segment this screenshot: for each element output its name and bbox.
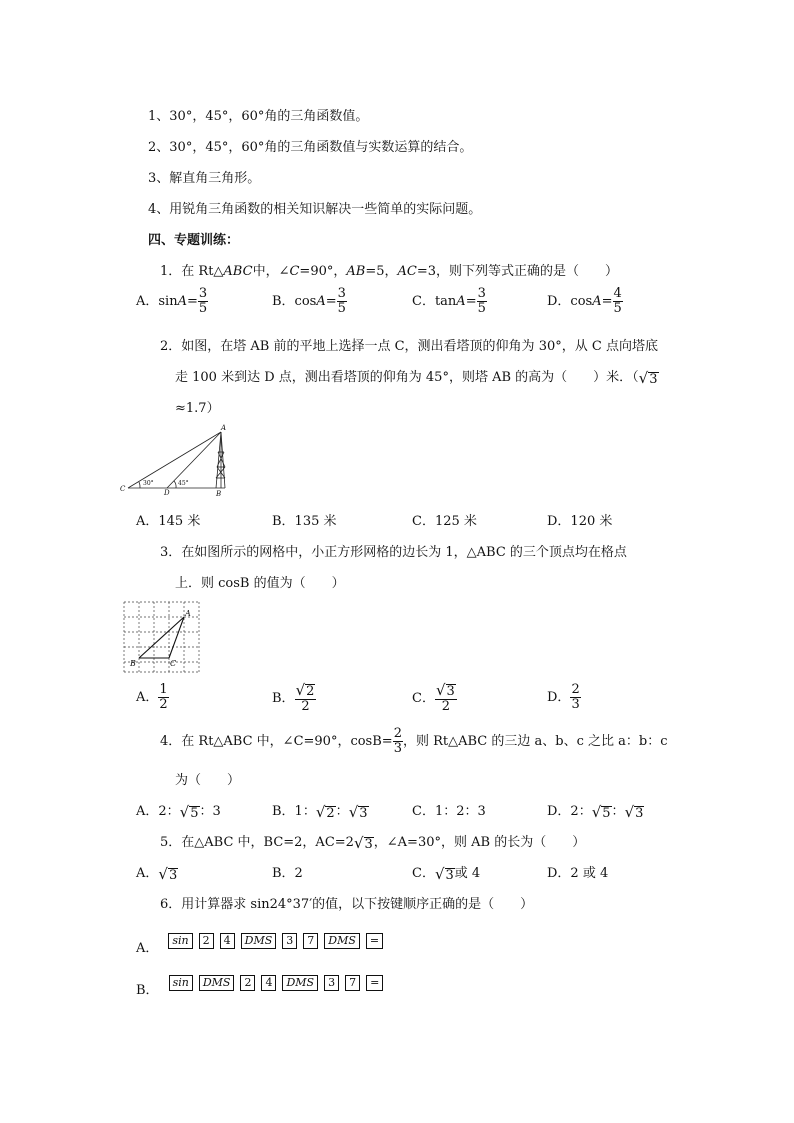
fraction: [477, 287, 487, 316]
point-1: 1、30°，45°，60°角的三角函数值。: [148, 109, 369, 124]
q1-stem-text: =90°，: [299, 264, 347, 279]
opt-label: D．: [547, 690, 571, 705]
q1-var: C: [289, 264, 300, 279]
sqrt: [436, 683, 456, 699]
sqrt: [435, 865, 455, 883]
q4-option-a[interactable]: [136, 800, 221, 821]
q1-var: AC: [397, 264, 417, 279]
q5-option-b[interactable]: B．2: [272, 866, 303, 881]
grid-figure: [122, 600, 202, 674]
sqrt: [296, 683, 316, 699]
q1-var: AB: [346, 264, 366, 279]
key-3: 3: [324, 975, 339, 991]
radicand: 3: [445, 867, 454, 883]
radical-sign: √: [353, 833, 364, 852]
opt-label: B．cos: [272, 294, 317, 309]
label-b: B: [130, 659, 136, 668]
frac-den: 3: [571, 697, 580, 712]
key-equals: =: [366, 975, 383, 991]
frac-num: 3: [477, 286, 486, 301]
opt-var: A: [592, 294, 602, 309]
radical-sign: √: [638, 368, 649, 387]
q1-option-d[interactable]: [547, 287, 623, 316]
q4-text: ，则 Rt△ABC 的三边 a、b、c 之比 a：b：c: [402, 734, 668, 749]
section-title: 四、专题训练：: [148, 233, 240, 248]
label-c: C: [170, 659, 177, 668]
radical-sign: √: [434, 864, 445, 883]
key-7: 7: [345, 975, 360, 991]
radicand: 3: [168, 867, 178, 883]
frac-num: 2: [571, 682, 580, 697]
radical-sign: √: [158, 864, 168, 883]
radicand: 3: [364, 836, 373, 852]
q3-line-1: 3．在如图所示的网格中，小正方形网格的边长为 1，△ABC 的三个顶点均在格点: [160, 545, 627, 560]
q5-text: 5．在△ABC 中，BC=2，AC=2: [160, 835, 354, 850]
sqrt: [180, 803, 200, 821]
opt-var: A: [177, 294, 187, 309]
frac-num: 2: [393, 726, 402, 741]
q5-option-c[interactable]: [412, 862, 480, 883]
q5-option-a[interactable]: [136, 862, 178, 883]
opt-eq: =: [601, 294, 613, 309]
frac-den: 5: [337, 301, 346, 316]
frac-den: 2: [301, 699, 310, 714]
radical-sign: √: [624, 802, 635, 821]
frac-den: 5: [477, 301, 486, 316]
opt-label: A．: [136, 941, 159, 956]
frac-num: 1: [159, 682, 168, 697]
opt-label: B．: [136, 983, 159, 998]
label-c: C: [120, 485, 126, 493]
angle-30-label: 30°: [143, 480, 154, 487]
q1-stem-text: =5，: [365, 264, 398, 279]
key-4: 4: [220, 933, 235, 949]
fraction: [435, 683, 457, 714]
radicand: 3: [359, 805, 368, 821]
opt-label: C．tan: [412, 294, 457, 309]
q2-line-3: ≈1.7）: [175, 401, 220, 416]
q4-line-2: 为（ ）: [175, 773, 241, 788]
q2-line-2: [175, 366, 659, 387]
q2-line-2-text: 走 100 米到达 D 点，测出看塔顶的仰角为 45°，则塔 AB 的高为（ ）米．（: [175, 370, 639, 385]
opt-eq: =: [325, 294, 337, 309]
opt-label: C．: [412, 691, 435, 706]
q4-option-c[interactable]: C．1：2：3: [412, 804, 486, 819]
label-b: B: [216, 490, 222, 498]
q4-option-d[interactable]: [547, 800, 644, 821]
radicand: 5: [190, 805, 199, 821]
frac-num: [435, 683, 457, 700]
opt-label: A．: [136, 690, 159, 705]
opt-eq: =: [186, 294, 198, 309]
opt-text: B．1：: [272, 804, 316, 819]
fraction: [198, 287, 208, 316]
opt-text: A．: [136, 866, 159, 881]
q5-line: [160, 831, 585, 852]
opt-eq: =: [465, 294, 477, 309]
key-dms: DMS: [199, 975, 235, 991]
key-4: 4: [261, 975, 276, 991]
radicand: 3: [649, 371, 658, 387]
q6-option-b[interactable]: [136, 971, 389, 998]
q3-option-c[interactable]: [412, 683, 457, 714]
sqrt: [349, 803, 369, 821]
sqrt: [639, 369, 659, 387]
q3-option-d[interactable]: [547, 683, 581, 712]
fraction: [393, 727, 403, 756]
q1-option-b[interactable]: [272, 287, 347, 316]
tower-brace: [218, 452, 225, 467]
frac-num: 3: [337, 286, 346, 301]
radical-sign: √: [591, 802, 602, 821]
opt-label: A．sin: [136, 294, 178, 309]
q6-option-a[interactable]: [136, 929, 389, 956]
radical-sign: √: [348, 802, 359, 821]
key-dms: DMS: [241, 933, 277, 949]
q5-option-d[interactable]: D．2 或 4: [547, 866, 609, 881]
angle-arc: [139, 482, 140, 488]
radicand: 3: [635, 805, 644, 821]
angle-45-label: 45°: [178, 480, 189, 487]
angle-arc: [174, 481, 176, 488]
opt-text: ：: [335, 804, 349, 819]
opt-text: C．: [412, 866, 435, 881]
sqrt: [592, 803, 612, 821]
q2-option-b[interactable]: B．135 米: [272, 514, 337, 529]
sqrt: [625, 803, 645, 821]
key-dms: DMS: [282, 975, 318, 991]
key-7: 7: [303, 933, 318, 949]
radicand: 3: [446, 684, 455, 699]
key-equals: =: [366, 933, 383, 949]
radical-sign: √: [315, 802, 326, 821]
fraction: [158, 683, 168, 712]
q1-stem-text: 中，∠: [252, 264, 290, 279]
sqrt: [158, 865, 178, 883]
label-d: D: [164, 489, 170, 497]
frac-den: 3: [393, 741, 402, 756]
frac-den: 2: [441, 699, 451, 714]
q4-line-1: [160, 727, 667, 756]
q3-line-2: 上．则 cosB 的值为（ ）: [175, 576, 345, 591]
q1-var: ABC: [223, 264, 253, 279]
fraction: [613, 287, 623, 316]
key-2: 2: [240, 975, 255, 991]
key-dms: DMS: [324, 933, 360, 949]
opt-text: D．2：: [547, 804, 592, 819]
frac-den: 2: [159, 697, 168, 712]
opt-label: D．cos: [547, 294, 593, 309]
q1-stem: [160, 260, 618, 279]
q5-text: ，∠A=30°，则 AB 的长为（ ）: [373, 835, 586, 850]
label-a: A: [221, 424, 227, 432]
side-ab: [139, 617, 184, 658]
opt-label: B．: [272, 691, 295, 706]
q2-option-c[interactable]: C．125 米: [412, 514, 477, 529]
tower-figure: [118, 422, 238, 498]
radical-sign: √: [435, 681, 446, 699]
q2-option-d[interactable]: D．120 米: [547, 514, 613, 529]
point-3: 3、解直角三角形。: [148, 171, 261, 186]
q2-option-a[interactable]: A．145 米: [136, 514, 201, 529]
q1-option-a[interactable]: [136, 287, 208, 316]
key-sin: sin: [169, 975, 193, 991]
sqrt: [354, 834, 374, 852]
opt-var: A: [316, 294, 326, 309]
q6-line: 6．用计算器求 sin24°37′的值，以下按键顺序正确的是（ ）: [160, 897, 534, 912]
frac-den: 5: [613, 301, 622, 316]
frac-num: [295, 683, 317, 700]
q4-option-b[interactable]: [272, 800, 369, 821]
key-2: 2: [199, 933, 214, 949]
opt-text: ：: [611, 804, 625, 819]
q4-text: 4．在 Rt△ABC 中，∠C=90°，cosB=: [160, 734, 393, 749]
label-a: A: [185, 609, 191, 618]
q3-option-b[interactable]: [272, 683, 316, 714]
radicand: 5: [602, 805, 611, 821]
key-3: 3: [282, 933, 297, 949]
frac-num: 3: [198, 286, 208, 301]
q1-option-c[interactable]: [412, 287, 487, 316]
fraction: [295, 683, 317, 714]
q1-stem-text: =3，则下列等式正确的是（ ）: [416, 264, 618, 279]
frac-num: 4: [613, 286, 622, 301]
fraction: [570, 683, 580, 712]
q2-line-1: 2．如图，在塔 AB 前的平地上选择一点 C，测出看塔顶的仰角为 30°，从 C 点向塔底: [160, 339, 658, 354]
opt-text: 或 4: [454, 866, 481, 881]
opt-var: A: [456, 294, 466, 309]
sightline-c: [128, 432, 221, 488]
q1-stem-text: 1．在 Rt△: [160, 264, 224, 279]
radical-sign: √: [179, 802, 190, 821]
frac-den: 5: [198, 301, 208, 316]
radical-sign: √: [295, 681, 306, 699]
point-2: 2、30°，45°，60°角的三角函数值与实数运算的结合。: [148, 140, 473, 155]
opt-text: A．2：: [136, 804, 180, 819]
fraction: [337, 287, 347, 316]
key-sin: sin: [168, 933, 192, 949]
radicand: 2: [326, 805, 335, 821]
sqrt: [316, 803, 336, 821]
q3-option-a[interactable]: [136, 683, 169, 712]
point-4: 4、用锐角三角函数的相关知识解决一些简单的实际问题。: [148, 202, 482, 217]
radicand: 2: [306, 684, 315, 699]
opt-text: ：3: [199, 804, 221, 819]
